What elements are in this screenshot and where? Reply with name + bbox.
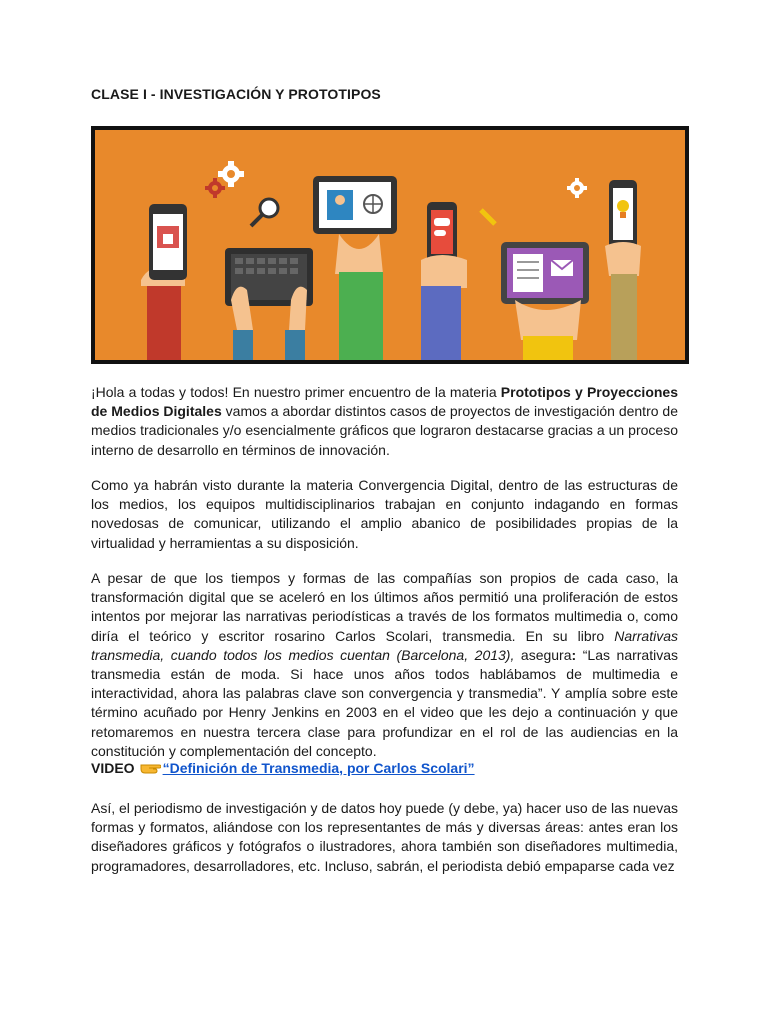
paragraph-convergence: Como ya habrán visto durante la materia Convergencia Digital, dentro de las estructuras de los medios, los equipos multidisciplinarios trabajan en conjunto indagando en formas novedosas de comunicar, utilizando el amplio abanico de posibilidades propias de la virtualidad y herramientas a su disposición. xyxy=(91,477,678,551)
banner-illustration xyxy=(91,126,689,364)
video-label: VIDEO xyxy=(91,759,135,776)
paragraph-transmedia xyxy=(91,569,678,761)
video-reference xyxy=(91,758,475,777)
colon: : xyxy=(571,646,577,663)
paragraph-text: A pesar de que los tiempos y formas de las compañías son propios de cada caso, la transformación digital que se aceleró en los últimos años permitió una proliferación de estos intentos por mejorar las narrativas periodísticas a través de los formatos multimedia o, como diría el teórico y escritor rosarino Carlos Scolari, transmedia. En su libro xyxy=(91,570,678,644)
course-name: Prototipos y Proyecciones de Medios Digitales xyxy=(91,384,678,420)
paragraph-investigation: Así, el periodismo de investigación y de datos hoy puede (y debe, ya) hacer uso de las nuevas formas y formatos, aliándose con los representantes de más y diversas áreas: antes eran los diseñadores gráficos y fotógrafos o ilustradores, ahora también son diseñadores multimedia, programadores, desarrolladores, etc. Incluso, sabrán, el periodista debió empaparse cada vez xyxy=(91,800,678,874)
pointing-hand-icon xyxy=(139,758,161,777)
paragraph-text: asegura xyxy=(514,646,572,663)
paragraph-text: vamos a abordar distintos casos de proyectos de investigación dentro de medios tradicionales y/o esencialmente gráficos que lograron destacarse gracias a un proceso interno de desarrollo en términos de innovación. xyxy=(91,403,679,458)
video-link[interactable]: “Definición de Transmedia, por Carlos Scolari” xyxy=(162,759,475,776)
paragraph-text: “Las narrativas transmedia están de moda. Si hace unos años todos hablábamos de multimedia e interactividad, ahora las palabras clave son convergencia y transmedia”. Y amplía sobre este término acuñado por Henry Jenkins en 2003 en el video que les dejo a continuación y que retomaremos en nuestra tercera clase para profundizar en el rol de las audiencias en la constitución y complementación del concepto. xyxy=(91,646,679,759)
digital-devices-illustration xyxy=(95,130,685,360)
paragraph-text: ¡Hola a todas y todos! En nuestro primer encuentro de la materia xyxy=(91,384,501,400)
book-title: Narrativas transmedia, cuando todos los medios cuentan (Barcelona, 2013), xyxy=(91,627,678,663)
page-title: CLASE I - INVESTIGACIÓN Y PROTOTIPOS xyxy=(91,86,381,102)
paragraph-intro xyxy=(91,383,678,460)
